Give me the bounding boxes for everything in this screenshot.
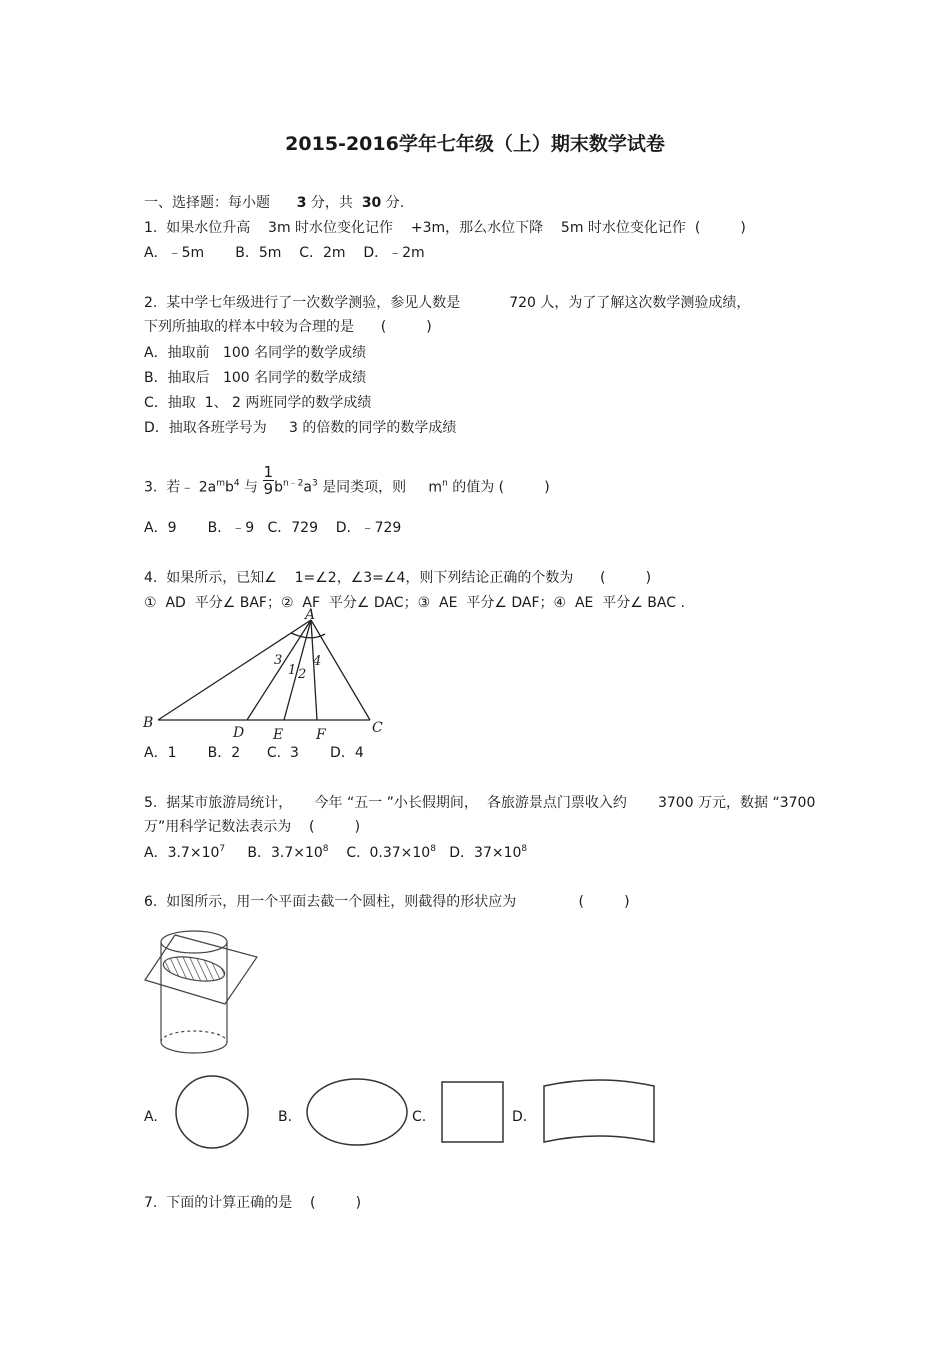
q7-stem: 7. 下面的计算正确的是 ( ) <box>144 1195 362 1211</box>
q6-label-d: D. <box>512 1109 528 1125</box>
section-heading-prefix: 一、选择题：每小题 <box>144 195 270 211</box>
cylinder-bottom-back <box>161 1031 227 1042</box>
q3-sup-4: 4 <box>233 478 240 489</box>
label-b: B <box>143 715 154 731</box>
angle-label-3: 3 <box>274 653 283 668</box>
q5-opt-b-exp: 8 <box>322 844 329 854</box>
label-a: A <box>305 607 316 623</box>
q5-opt-d-exp: 8 <box>521 844 528 854</box>
q2-option-d: D．抽取各班学号为 3 的倍数的同学的数学成绩 <box>144 420 457 436</box>
q3-stem-post: 是同类项，则 m <box>317 479 443 496</box>
q5-opt-c: C. 0.37×10 <box>328 845 431 861</box>
q3-sup-3: 3 <box>311 478 318 489</box>
q5-opt-d: D．37×10 <box>435 845 522 861</box>
option-c-square-shape <box>440 1080 506 1144</box>
q5-opt-a-exp: 7 <box>219 844 226 854</box>
q3-options: A．9 B．﹣9 C．729 D．﹣729 <box>144 520 402 536</box>
q2-stem-line2: 下列所抽取的样本中较为合理的是 ( ) <box>144 319 432 335</box>
page-title: 2015-2016学年七年级（上）期末数学试卷 <box>285 133 665 155</box>
option-a-circle-shape <box>172 1072 252 1152</box>
q5-opt-b: B．3.7×10 <box>225 845 323 861</box>
q3-stem-pre: 3. 若﹣ 2a <box>144 479 217 496</box>
angle-label-4: 4 <box>313 654 322 669</box>
q2-option-b: B．抽取后 100 名同学的数学成绩 <box>144 370 367 386</box>
q5-stem-line2: 万”用科学记数法表示为 ( ) <box>144 819 361 835</box>
q5-opt-c-exp: 8 <box>430 844 436 854</box>
segment-ac <box>311 620 370 720</box>
q2-stem-line1: 2. 某中学七年级进行了一次数学测验，参见人数是 720 人，为了了解这次数学测验成绩， <box>144 295 751 311</box>
q5-options <box>144 844 527 862</box>
q4-statements: ① AD 平分∠ BAF；② AF 平分∠ DAC；③ AE 平分∠ DAF；④ AE 平分∠ BAC . <box>144 595 685 611</box>
q5-opt-a: A．3.7×10 <box>144 845 220 861</box>
label-e: E <box>273 727 284 743</box>
q3-frac-den: 9 <box>263 480 274 498</box>
q4-triangle-figure <box>140 607 400 743</box>
q3-frac-num: 1 <box>263 463 274 481</box>
q3-b: b <box>224 479 234 496</box>
q3-fraction <box>263 464 275 497</box>
cylinder-section-figure <box>140 922 265 1057</box>
points-total: 30 <box>361 195 382 211</box>
option-b-ellipse-shape <box>303 1076 411 1148</box>
angle-label-1: 1 <box>288 663 297 678</box>
q3-sup-n2: n﹣2 <box>282 478 304 489</box>
label-d: D <box>233 725 245 741</box>
cylinder-bottom <box>161 1042 227 1053</box>
q4-stem: 4. 如果所示，已知∠ 1=∠2，∠3=∠4，则下列结论正确的个数为 ( ) <box>144 570 652 586</box>
q6-label-a: A. <box>144 1109 158 1125</box>
q4-options: A．1 B．2 C. 3 D．4 <box>144 745 364 761</box>
angle-label-2: 2 <box>298 667 307 682</box>
option-d-barrel-shape <box>540 1080 658 1148</box>
q3-with: 与 <box>239 479 263 496</box>
segment-af <box>311 620 317 720</box>
section-ellipse <box>162 953 227 985</box>
q3-sup-m: m <box>216 478 225 489</box>
q3-b-n: b <box>274 479 283 496</box>
q1-options: A．﹣5m B．5m C．2m D．﹣2m <box>144 245 425 261</box>
section-heading <box>144 194 404 212</box>
q6-stem: 6. 如图所示，用一个平面去截一个圆柱，则截得的形状应为 ( ) <box>144 894 630 910</box>
label-c: C <box>372 720 383 736</box>
label-f: F <box>316 727 326 743</box>
q5-stem-line1: 5. 据某市旅游局统计， 今年 “五一 ”小长假期间， 各旅游景点门票收入约 3700 万元，数据 “3700 <box>144 795 816 811</box>
q3-stem <box>144 463 550 498</box>
q3-sup-n: n <box>442 478 448 489</box>
section-heading-suffix: 分. <box>385 195 405 211</box>
q6-label-b: B. <box>278 1109 293 1125</box>
q3-stem-end: 的值为 ( ) <box>447 479 550 496</box>
q3-a: a <box>303 479 312 496</box>
q1-stem: 1. 如果水位升高 3m 时水位变化记作 +3m，那么水位下降 5m 时水位变化记作 ( ) <box>144 220 746 236</box>
q2-option-c: C．抽取 1、 2 两班同学的数学成绩 <box>144 395 372 411</box>
points-each: 3 <box>296 195 307 211</box>
section-heading-mid: 分，共 <box>310 195 353 211</box>
q2-option-a: A．抽取前 100 名同学的数学成绩 <box>144 345 367 361</box>
q6-label-c: C. <box>412 1109 427 1125</box>
